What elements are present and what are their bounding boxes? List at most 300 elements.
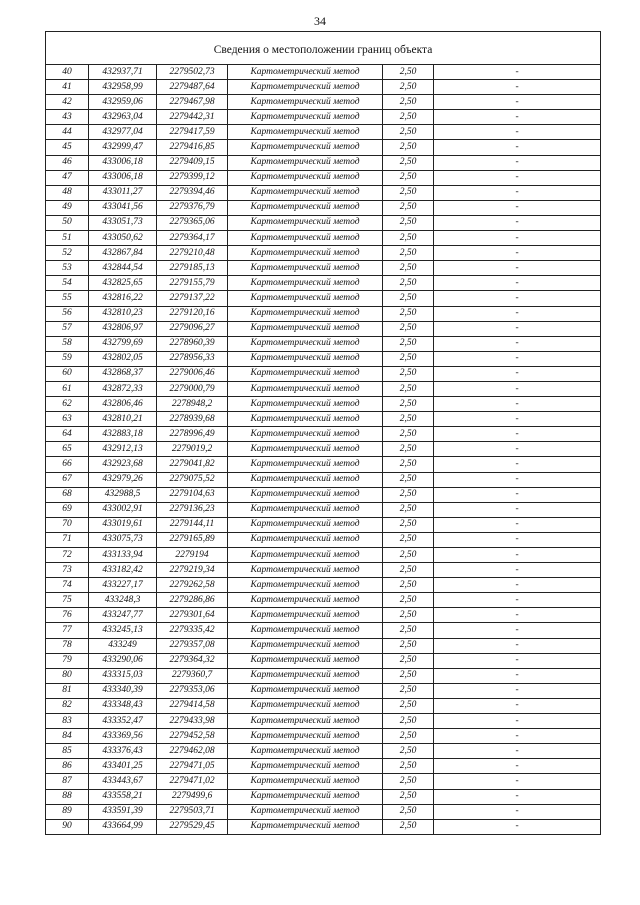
- method-cell: Картометрический метод: [228, 336, 383, 351]
- x-coordinate-cell: 432810,23: [89, 306, 157, 321]
- x-coordinate-cell: 432799,69: [89, 336, 157, 351]
- y-coordinate-cell: 2279353,06: [157, 683, 228, 698]
- x-coordinate-cell: 433558,21: [89, 789, 157, 804]
- y-coordinate-cell: 2279467,98: [157, 95, 228, 110]
- table-row: [46, 200, 601, 215]
- method-cell: Картометрический метод: [228, 532, 383, 547]
- table-body: [46, 65, 601, 835]
- y-coordinate-cell: 2279471,05: [157, 759, 228, 774]
- y-coordinate-cell: 2279075,52: [157, 472, 228, 487]
- y-coordinate-cell: 2279120,16: [157, 306, 228, 321]
- description-cell: -: [434, 744, 601, 759]
- accuracy-cell: 2,50: [383, 80, 434, 95]
- point-number-cell: 88: [46, 789, 89, 804]
- description-cell: -: [434, 397, 601, 412]
- point-number-cell: 77: [46, 623, 89, 638]
- y-coordinate-cell: 2279155,79: [157, 276, 228, 291]
- point-number-cell: 75: [46, 593, 89, 608]
- description-cell: -: [434, 563, 601, 578]
- description-cell: -: [434, 291, 601, 306]
- x-coordinate-cell: 433051,73: [89, 215, 157, 230]
- table-row: [46, 578, 601, 593]
- description-cell: -: [434, 321, 601, 336]
- table-title: [46, 32, 601, 65]
- point-number-cell: 49: [46, 200, 89, 215]
- accuracy-cell: 2,50: [383, 683, 434, 698]
- description-cell: -: [434, 276, 601, 291]
- x-coordinate-cell: 433401,25: [89, 759, 157, 774]
- method-cell: Картометрический метод: [228, 185, 383, 200]
- method-cell: Картометрический метод: [228, 608, 383, 623]
- method-cell: Картометрический метод: [228, 472, 383, 487]
- x-coordinate-cell: 433247,77: [89, 608, 157, 623]
- x-coordinate-cell: 432988,5: [89, 487, 157, 502]
- description-cell: -: [434, 246, 601, 261]
- point-number-cell: 55: [46, 291, 89, 306]
- x-coordinate-cell: 433133,94: [89, 548, 157, 563]
- description-cell: -: [434, 593, 601, 608]
- point-number-cell: 65: [46, 442, 89, 457]
- method-cell: Картометрический метод: [228, 457, 383, 472]
- table-row: [46, 653, 601, 668]
- y-coordinate-cell: 2279219,34: [157, 563, 228, 578]
- table-row: [46, 155, 601, 170]
- description-cell: -: [434, 65, 601, 80]
- point-number-cell: 87: [46, 774, 89, 789]
- y-coordinate-cell: 2279165,89: [157, 532, 228, 547]
- y-coordinate-cell: 2279503,71: [157, 804, 228, 819]
- description-cell: -: [434, 95, 601, 110]
- accuracy-cell: 2,50: [383, 336, 434, 351]
- table-row: [46, 65, 601, 80]
- table-row: [46, 517, 601, 532]
- table-title-text: Сведения о местоположении границ объекта: [213, 43, 433, 56]
- y-coordinate-cell: 2279452,58: [157, 729, 228, 744]
- accuracy-cell: 2,50: [383, 714, 434, 729]
- y-coordinate-cell: 2279335,42: [157, 623, 228, 638]
- method-cell: Картометрический метод: [228, 714, 383, 729]
- x-coordinate-cell: 433006,18: [89, 170, 157, 185]
- description-cell: -: [434, 412, 601, 427]
- x-coordinate-cell: 432883,18: [89, 427, 157, 442]
- method-cell: Картометрический метод: [228, 110, 383, 125]
- table-row: [46, 472, 601, 487]
- description-cell: -: [434, 185, 601, 200]
- x-coordinate-cell: 432923,68: [89, 457, 157, 472]
- description-cell: -: [434, 125, 601, 140]
- accuracy-cell: 2,50: [383, 608, 434, 623]
- method-cell: Картометрический метод: [228, 517, 383, 532]
- y-coordinate-cell: 2279365,06: [157, 215, 228, 230]
- point-number-cell: 44: [46, 125, 89, 140]
- x-coordinate-cell: 433664,99: [89, 819, 157, 834]
- method-cell: Картометрический метод: [228, 427, 383, 442]
- x-coordinate-cell: 433011,27: [89, 185, 157, 200]
- point-number-cell: 48: [46, 185, 89, 200]
- y-coordinate-cell: 2279262,58: [157, 578, 228, 593]
- point-number-cell: 79: [46, 653, 89, 668]
- method-cell: Картометрический метод: [228, 381, 383, 396]
- table-row: [46, 276, 601, 291]
- table-row: [46, 246, 601, 261]
- point-number-cell: 45: [46, 140, 89, 155]
- point-number-cell: 59: [46, 351, 89, 366]
- y-coordinate-cell: 2279462,08: [157, 744, 228, 759]
- table-row: [46, 457, 601, 472]
- x-coordinate-cell: 432802,05: [89, 351, 157, 366]
- x-coordinate-cell: 433182,42: [89, 563, 157, 578]
- point-number-cell: 63: [46, 412, 89, 427]
- description-cell: -: [434, 548, 601, 563]
- y-coordinate-cell: 2279194: [157, 548, 228, 563]
- x-coordinate-cell: 432963,04: [89, 110, 157, 125]
- point-number-cell: 40: [46, 65, 89, 80]
- description-cell: -: [434, 714, 601, 729]
- description-cell: -: [434, 608, 601, 623]
- table-row: [46, 442, 601, 457]
- table-row: [46, 185, 601, 200]
- point-number-cell: 85: [46, 744, 89, 759]
- accuracy-cell: 2,50: [383, 502, 434, 517]
- method-cell: Картометрический метод: [228, 276, 383, 291]
- accuracy-cell: 2,50: [383, 261, 434, 276]
- table-row: [46, 759, 601, 774]
- y-coordinate-cell: 2279185,13: [157, 261, 228, 276]
- point-number-cell: 58: [46, 336, 89, 351]
- description-cell: -: [434, 638, 601, 653]
- method-cell: Картометрический метод: [228, 759, 383, 774]
- point-number-cell: 57: [46, 321, 89, 336]
- x-coordinate-cell: 433348,43: [89, 698, 157, 713]
- accuracy-cell: 2,50: [383, 729, 434, 744]
- description-cell: -: [434, 155, 601, 170]
- method-cell: Картометрический метод: [228, 215, 383, 230]
- x-coordinate-cell: 433006,18: [89, 155, 157, 170]
- description-cell: -: [434, 653, 601, 668]
- method-cell: Картометрический метод: [228, 231, 383, 246]
- description-cell: -: [434, 578, 601, 593]
- table-row: [46, 336, 601, 351]
- point-number-cell: 52: [46, 246, 89, 261]
- point-number-cell: 70: [46, 517, 89, 532]
- y-coordinate-cell: 2279399,12: [157, 170, 228, 185]
- point-number-cell: 71: [46, 532, 89, 547]
- method-cell: Картометрический метод: [228, 397, 383, 412]
- x-coordinate-cell: 433075,73: [89, 532, 157, 547]
- method-cell: Картометрический метод: [228, 80, 383, 95]
- method-cell: Картометрический метод: [228, 412, 383, 427]
- table-row: [46, 381, 601, 396]
- accuracy-cell: 2,50: [383, 548, 434, 563]
- x-coordinate-cell: 432844,54: [89, 261, 157, 276]
- method-cell: Картометрический метод: [228, 502, 383, 517]
- y-coordinate-cell: 2278996,49: [157, 427, 228, 442]
- description-cell: -: [434, 80, 601, 95]
- accuracy-cell: 2,50: [383, 140, 434, 155]
- y-coordinate-cell: 2278960,39: [157, 336, 228, 351]
- accuracy-cell: 2,50: [383, 65, 434, 80]
- method-cell: Картометрический метод: [228, 487, 383, 502]
- y-coordinate-cell: 2279394,46: [157, 185, 228, 200]
- method-cell: Картометрический метод: [228, 668, 383, 683]
- point-number-cell: 78: [46, 638, 89, 653]
- point-number-cell: 80: [46, 668, 89, 683]
- accuracy-cell: 2,50: [383, 442, 434, 457]
- x-coordinate-cell: 433248,3: [89, 593, 157, 608]
- method-cell: Картометрический метод: [228, 366, 383, 381]
- point-number-cell: 50: [46, 215, 89, 230]
- y-coordinate-cell: 2279144,11: [157, 517, 228, 532]
- x-coordinate-cell: 432810,21: [89, 412, 157, 427]
- y-coordinate-cell: 2279006,46: [157, 366, 228, 381]
- table-row: [46, 668, 601, 683]
- table-row: [46, 532, 601, 547]
- accuracy-cell: 2,50: [383, 397, 434, 412]
- description-cell: -: [434, 442, 601, 457]
- description-cell: -: [434, 261, 601, 276]
- method-cell: Картометрический метод: [228, 351, 383, 366]
- description-cell: -: [434, 170, 601, 185]
- accuracy-cell: 2,50: [383, 563, 434, 578]
- point-number-cell: 47: [46, 170, 89, 185]
- point-number-cell: 90: [46, 819, 89, 834]
- table-row: [46, 548, 601, 563]
- table-row: [46, 804, 601, 819]
- accuracy-cell: 2,50: [383, 789, 434, 804]
- table-row: [46, 789, 601, 804]
- accuracy-cell: 2,50: [383, 532, 434, 547]
- accuracy-cell: 2,50: [383, 412, 434, 427]
- description-cell: -: [434, 819, 601, 834]
- x-coordinate-cell: 432977,04: [89, 125, 157, 140]
- accuracy-cell: 2,50: [383, 381, 434, 396]
- x-coordinate-cell: 433002,91: [89, 502, 157, 517]
- point-number-cell: 66: [46, 457, 89, 472]
- table-row: [46, 427, 601, 442]
- point-number-cell: 69: [46, 502, 89, 517]
- accuracy-cell: 2,50: [383, 668, 434, 683]
- accuracy-cell: 2,50: [383, 185, 434, 200]
- accuracy-cell: 2,50: [383, 517, 434, 532]
- method-cell: Картометрический метод: [228, 170, 383, 185]
- x-coordinate-cell: 432868,37: [89, 366, 157, 381]
- accuracy-cell: 2,50: [383, 638, 434, 653]
- table-row: [46, 698, 601, 713]
- method-cell: Картометрический метод: [228, 563, 383, 578]
- y-coordinate-cell: 2279301,64: [157, 608, 228, 623]
- description-cell: -: [434, 306, 601, 321]
- method-cell: Картометрический метод: [228, 200, 383, 215]
- description-cell: -: [434, 366, 601, 381]
- x-coordinate-cell: 432806,46: [89, 397, 157, 412]
- accuracy-cell: 2,50: [383, 321, 434, 336]
- y-coordinate-cell: 2279041,82: [157, 457, 228, 472]
- x-coordinate-cell: 433249: [89, 638, 157, 653]
- table-row: [46, 125, 601, 140]
- point-number-cell: 56: [46, 306, 89, 321]
- table-row: [46, 412, 601, 427]
- method-cell: Картометрический метод: [228, 246, 383, 261]
- description-cell: -: [434, 623, 601, 638]
- table-row: [46, 608, 601, 623]
- description-cell: -: [434, 668, 601, 683]
- x-coordinate-cell: 433340,39: [89, 683, 157, 698]
- method-cell: Картометрический метод: [228, 548, 383, 563]
- method-cell: Картометрический метод: [228, 291, 383, 306]
- method-cell: Картометрический метод: [228, 65, 383, 80]
- y-coordinate-cell: 2279499,6: [157, 789, 228, 804]
- table-row: [46, 502, 601, 517]
- y-coordinate-cell: 2279136,23: [157, 502, 228, 517]
- accuracy-cell: 2,50: [383, 291, 434, 306]
- method-cell: Картометрический метод: [228, 804, 383, 819]
- y-coordinate-cell: 2278939,68: [157, 412, 228, 427]
- accuracy-cell: 2,50: [383, 804, 434, 819]
- description-cell: -: [434, 381, 601, 396]
- description-cell: -: [434, 487, 601, 502]
- y-coordinate-cell: 2279137,22: [157, 291, 228, 306]
- accuracy-cell: 2,50: [383, 125, 434, 140]
- table-row: [46, 215, 601, 230]
- accuracy-cell: 2,50: [383, 774, 434, 789]
- accuracy-cell: 2,50: [383, 276, 434, 291]
- table-row: [46, 774, 601, 789]
- description-cell: -: [434, 472, 601, 487]
- description-cell: -: [434, 502, 601, 517]
- method-cell: Картометрический метод: [228, 683, 383, 698]
- point-number-cell: 46: [46, 155, 89, 170]
- method-cell: Картометрический метод: [228, 125, 383, 140]
- table-row: [46, 110, 601, 125]
- y-coordinate-cell: 2279019,2: [157, 442, 228, 457]
- method-cell: Картометрический метод: [228, 155, 383, 170]
- x-coordinate-cell: 433443,67: [89, 774, 157, 789]
- description-cell: -: [434, 729, 601, 744]
- table-row: [46, 291, 601, 306]
- point-number-cell: 72: [46, 548, 89, 563]
- accuracy-cell: 2,50: [383, 819, 434, 834]
- table-row: [46, 638, 601, 653]
- accuracy-cell: 2,50: [383, 110, 434, 125]
- table-row: [46, 819, 601, 834]
- accuracy-cell: 2,50: [383, 366, 434, 381]
- table-row: [46, 729, 601, 744]
- description-cell: -: [434, 532, 601, 547]
- y-coordinate-cell: 2279433,98: [157, 714, 228, 729]
- y-coordinate-cell: 2279357,08: [157, 638, 228, 653]
- y-coordinate-cell: 2279409,15: [157, 155, 228, 170]
- description-cell: -: [434, 140, 601, 155]
- y-coordinate-cell: 2279210,48: [157, 246, 228, 261]
- x-coordinate-cell: 433227,17: [89, 578, 157, 593]
- y-coordinate-cell: 2279376,79: [157, 200, 228, 215]
- point-number-cell: 53: [46, 261, 89, 276]
- x-coordinate-cell: 432937,71: [89, 65, 157, 80]
- accuracy-cell: 2,50: [383, 593, 434, 608]
- point-number-cell: 84: [46, 729, 89, 744]
- y-coordinate-cell: 2278948,2: [157, 397, 228, 412]
- accuracy-cell: 2,50: [383, 698, 434, 713]
- point-number-cell: 76: [46, 608, 89, 623]
- method-cell: Картометрический метод: [228, 593, 383, 608]
- method-cell: Картометрический метод: [228, 819, 383, 834]
- y-coordinate-cell: 2279487,64: [157, 80, 228, 95]
- table-row: [46, 80, 601, 95]
- method-cell: Картометрический метод: [228, 140, 383, 155]
- table-row: [46, 563, 601, 578]
- accuracy-cell: 2,50: [383, 215, 434, 230]
- point-number-cell: 61: [46, 381, 89, 396]
- x-coordinate-cell: 432999,47: [89, 140, 157, 155]
- point-number-cell: 89: [46, 804, 89, 819]
- point-number-cell: 42: [46, 95, 89, 110]
- description-cell: -: [434, 789, 601, 804]
- method-cell: Картометрический метод: [228, 774, 383, 789]
- point-number-cell: 81: [46, 683, 89, 698]
- point-number-cell: 54: [46, 276, 89, 291]
- y-coordinate-cell: 2279286,86: [157, 593, 228, 608]
- description-cell: -: [434, 200, 601, 215]
- method-cell: Картометрический метод: [228, 321, 383, 336]
- description-cell: -: [434, 427, 601, 442]
- x-coordinate-cell: 433591,39: [89, 804, 157, 819]
- description-cell: -: [434, 804, 601, 819]
- x-coordinate-cell: 432912,13: [89, 442, 157, 457]
- accuracy-cell: 2,50: [383, 170, 434, 185]
- page-number: 34: [314, 14, 326, 28]
- point-number-cell: 67: [46, 472, 89, 487]
- method-cell: Картометрический метод: [228, 578, 383, 593]
- x-coordinate-cell: 432958,99: [89, 80, 157, 95]
- boundary-coordinates-table: [45, 31, 601, 835]
- method-cell: Картометрический метод: [228, 638, 383, 653]
- method-cell: Картометрический метод: [228, 698, 383, 713]
- accuracy-cell: 2,50: [383, 231, 434, 246]
- accuracy-cell: 2,50: [383, 200, 434, 215]
- point-number-cell: 73: [46, 563, 89, 578]
- y-coordinate-cell: 2279364,17: [157, 231, 228, 246]
- method-cell: Картометрический метод: [228, 729, 383, 744]
- point-number-cell: 68: [46, 487, 89, 502]
- description-cell: -: [434, 698, 601, 713]
- accuracy-cell: 2,50: [383, 623, 434, 638]
- description-cell: -: [434, 457, 601, 472]
- point-number-cell: 41: [46, 80, 89, 95]
- accuracy-cell: 2,50: [383, 653, 434, 668]
- x-coordinate-cell: 432872,33: [89, 381, 157, 396]
- table-row: [46, 140, 601, 155]
- y-coordinate-cell: 2279502,73: [157, 65, 228, 80]
- y-coordinate-cell: 2279364,32: [157, 653, 228, 668]
- x-coordinate-cell: 433290,06: [89, 653, 157, 668]
- x-coordinate-cell: 433245,13: [89, 623, 157, 638]
- x-coordinate-cell: 433050,62: [89, 231, 157, 246]
- table-title-row: [46, 32, 601, 65]
- table-row: [46, 306, 601, 321]
- accuracy-cell: 2,50: [383, 306, 434, 321]
- table-row: [46, 170, 601, 185]
- table-row: [46, 261, 601, 276]
- x-coordinate-cell: 432806,97: [89, 321, 157, 336]
- x-coordinate-cell: 432959,06: [89, 95, 157, 110]
- description-cell: -: [434, 759, 601, 774]
- method-cell: Картометрический метод: [228, 789, 383, 804]
- x-coordinate-cell: 433041,56: [89, 200, 157, 215]
- x-coordinate-cell: 433376,43: [89, 744, 157, 759]
- table-row: [46, 366, 601, 381]
- y-coordinate-cell: 2279442,31: [157, 110, 228, 125]
- accuracy-cell: 2,50: [383, 759, 434, 774]
